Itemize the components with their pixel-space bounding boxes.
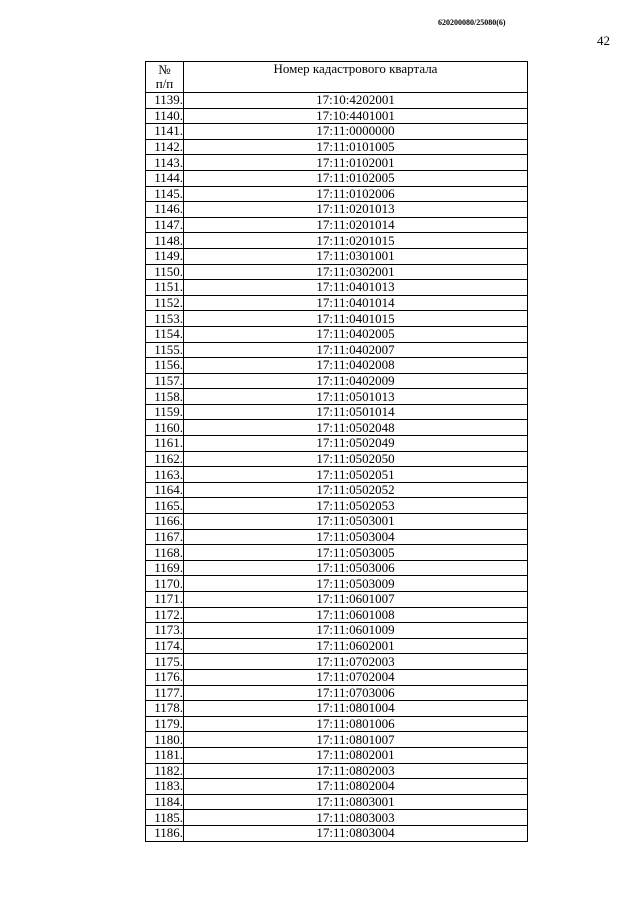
row-number: 1179. — [146, 716, 184, 732]
row-number: 1151. — [146, 280, 184, 296]
table-row — [146, 155, 528, 171]
row-number: 1154. — [146, 326, 184, 342]
cadastral-quarter-number: 17:11:0102006 — [184, 186, 528, 202]
cadastral-quarter-number: 17:11:0803004 — [184, 825, 528, 841]
table-row — [146, 139, 528, 155]
cadastral-quarter-number: 17:11:0402008 — [184, 358, 528, 374]
cadastral-quarter-number: 17:11:0101005 — [184, 139, 528, 155]
table-row — [146, 436, 528, 452]
cadastral-quarter-number: 17:11:0402007 — [184, 342, 528, 358]
table-body — [146, 93, 528, 842]
table-row — [146, 342, 528, 358]
cadastral-quarter-number: 17:11:0502049 — [184, 436, 528, 452]
row-number: 1186. — [146, 825, 184, 841]
row-number: 1160. — [146, 420, 184, 436]
table-row — [146, 264, 528, 280]
table-row — [146, 124, 528, 140]
cadastral-quarter-number: 17:11:0703006 — [184, 685, 528, 701]
row-number: 1163. — [146, 467, 184, 483]
table-row — [146, 420, 528, 436]
row-number: 1166. — [146, 514, 184, 530]
row-number: 1168. — [146, 545, 184, 561]
cadastral-quarter-number: 17:11:0502050 — [184, 451, 528, 467]
cadastral-quarter-number: 17:11:0302001 — [184, 264, 528, 280]
cadastral-quarter-number: 17:11:0503009 — [184, 576, 528, 592]
table-row — [146, 186, 528, 202]
row-number: 1172. — [146, 607, 184, 623]
table-row — [146, 732, 528, 748]
cadastral-quarter-number: 17:11:0702004 — [184, 669, 528, 685]
row-number: 1177. — [146, 685, 184, 701]
table-row — [146, 373, 528, 389]
row-number: 1183. — [146, 779, 184, 795]
document-code: 620200080/25080(6) — [438, 18, 506, 27]
table-row — [146, 545, 528, 561]
cadastral-quarter-number: 17:11:0503001 — [184, 514, 528, 530]
cadastral-quarter-number: 17:11:0201014 — [184, 217, 528, 233]
table-row — [146, 701, 528, 717]
table-row — [146, 669, 528, 685]
table-row — [146, 716, 528, 732]
table-row — [146, 248, 528, 264]
row-number: 1147. — [146, 217, 184, 233]
cadastral-quarter-number: 17:11:0201015 — [184, 233, 528, 249]
row-number: 1158. — [146, 389, 184, 405]
row-number: 1173. — [146, 623, 184, 639]
table-row — [146, 747, 528, 763]
table-row — [146, 233, 528, 249]
table-row — [146, 170, 528, 186]
cadastral-quarter-number: 17:11:0601009 — [184, 623, 528, 639]
row-number: 1141. — [146, 124, 184, 140]
row-number: 1182. — [146, 763, 184, 779]
cadastral-quarter-number: 17:11:0501014 — [184, 404, 528, 420]
table-row — [146, 280, 528, 296]
row-number: 1157. — [146, 373, 184, 389]
row-number: 1145. — [146, 186, 184, 202]
cadastral-quarter-number: 17:11:0402005 — [184, 326, 528, 342]
row-number: 1143. — [146, 155, 184, 171]
table-row — [146, 576, 528, 592]
cadastral-quarter-number: 17:11:0502048 — [184, 420, 528, 436]
cadastral-quarter-number: 17:11:0601007 — [184, 592, 528, 608]
table-row — [146, 560, 528, 576]
row-number: 1148. — [146, 233, 184, 249]
cadastral-quarter-number: 17:11:0401013 — [184, 280, 528, 296]
row-number: 1162. — [146, 451, 184, 467]
cadastral-quarter-number: 17:11:0702003 — [184, 654, 528, 670]
table-row — [146, 108, 528, 124]
cadastral-quarter-number: 17:11:0102001 — [184, 155, 528, 171]
cadastral-quarter-number: 17:11:0401014 — [184, 295, 528, 311]
row-number: 1180. — [146, 732, 184, 748]
row-number: 1139. — [146, 93, 184, 109]
table-row — [146, 217, 528, 233]
cadastral-quarter-number: 17:11:0801004 — [184, 701, 528, 717]
row-number: 1174. — [146, 638, 184, 654]
cadastral-quarter-number: 17:11:0503006 — [184, 560, 528, 576]
cadastral-quarter-number: 17:11:0801006 — [184, 716, 528, 732]
cadastral-quarter-number: 17:11:0802003 — [184, 763, 528, 779]
row-number: 1146. — [146, 202, 184, 218]
column-header-number-symbol: № — [158, 62, 171, 77]
row-number: 1176. — [146, 669, 184, 685]
cadastral-quarter-number: 17:11:0000000 — [184, 124, 528, 140]
table-row — [146, 529, 528, 545]
row-number: 1159. — [146, 404, 184, 420]
cadastral-quarters-table — [145, 61, 528, 842]
row-number: 1165. — [146, 498, 184, 514]
table-row — [146, 451, 528, 467]
table-row — [146, 358, 528, 374]
row-number: 1181. — [146, 747, 184, 763]
cadastral-quarter-number: 17:11:0802004 — [184, 779, 528, 795]
cadastral-quarter-number: 17:11:0502051 — [184, 467, 528, 483]
table-row — [146, 607, 528, 623]
row-number: 1164. — [146, 482, 184, 498]
row-number: 1150. — [146, 264, 184, 280]
row-number: 1171. — [146, 592, 184, 608]
row-number: 1184. — [146, 794, 184, 810]
table-row — [146, 592, 528, 608]
row-number: 1156. — [146, 358, 184, 374]
row-number: 1169. — [146, 560, 184, 576]
table-row — [146, 763, 528, 779]
cadastral-quarter-number: 17:11:0602001 — [184, 638, 528, 654]
table-row — [146, 295, 528, 311]
table-row — [146, 404, 528, 420]
cadastral-quarter-number: 17:11:0102005 — [184, 170, 528, 186]
row-number: 1142. — [146, 139, 184, 155]
table-row — [146, 498, 528, 514]
table-row — [146, 389, 528, 405]
table-row — [146, 482, 528, 498]
table-row — [146, 93, 528, 109]
table-row — [146, 810, 528, 826]
row-number: 1175. — [146, 654, 184, 670]
table-row — [146, 311, 528, 327]
cadastral-quarter-number: 17:11:0803003 — [184, 810, 528, 826]
cadastral-quarter-number: 17:11:0503005 — [184, 545, 528, 561]
cadastral-quarter-number: 17:11:0502052 — [184, 482, 528, 498]
cadastral-quarter-number: 17:11:0601008 — [184, 607, 528, 623]
table-row — [146, 794, 528, 810]
table-row — [146, 467, 528, 483]
table-row — [146, 514, 528, 530]
cadastral-quarter-number: 17:11:0402009 — [184, 373, 528, 389]
table-row — [146, 654, 528, 670]
row-number: 1178. — [146, 701, 184, 717]
row-number: 1155. — [146, 342, 184, 358]
row-number: 1153. — [146, 311, 184, 327]
cadastral-quarter-number: 17:11:0503004 — [184, 529, 528, 545]
table-row — [146, 685, 528, 701]
row-number: 1140. — [146, 108, 184, 124]
column-header-cadastral-number: Номер кадастрового квартала — [184, 62, 528, 93]
cadastral-quarter-number: 17:11:0301001 — [184, 248, 528, 264]
cadastral-quarter-number: 17:10:4202001 — [184, 93, 528, 109]
row-number: 1161. — [146, 436, 184, 452]
cadastral-quarter-number: 17:11:0502053 — [184, 498, 528, 514]
table-row — [146, 779, 528, 795]
cadastral-quarter-number: 17:10:4401001 — [184, 108, 528, 124]
row-number: 1167. — [146, 529, 184, 545]
row-number: 1144. — [146, 170, 184, 186]
table-header-row — [146, 62, 528, 93]
row-number: 1185. — [146, 810, 184, 826]
row-number: 1170. — [146, 576, 184, 592]
column-header-number — [146, 62, 184, 93]
table-row — [146, 825, 528, 841]
column-header-number-abbr: п/п — [155, 76, 174, 91]
row-number: 1149. — [146, 248, 184, 264]
cadastral-quarter-number: 17:11:0201013 — [184, 202, 528, 218]
cadastral-quarter-number: 17:11:0802001 — [184, 747, 528, 763]
table-row — [146, 638, 528, 654]
cadastral-quarter-number: 17:11:0401015 — [184, 311, 528, 327]
cadastral-quarter-number: 17:11:0801007 — [184, 732, 528, 748]
table-row — [146, 202, 528, 218]
table-row — [146, 326, 528, 342]
cadastral-quarter-number: 17:11:0803001 — [184, 794, 528, 810]
table-row — [146, 623, 528, 639]
page-number: 42 — [597, 33, 610, 48]
row-number: 1152. — [146, 295, 184, 311]
cadastral-quarter-number: 17:11:0501013 — [184, 389, 528, 405]
